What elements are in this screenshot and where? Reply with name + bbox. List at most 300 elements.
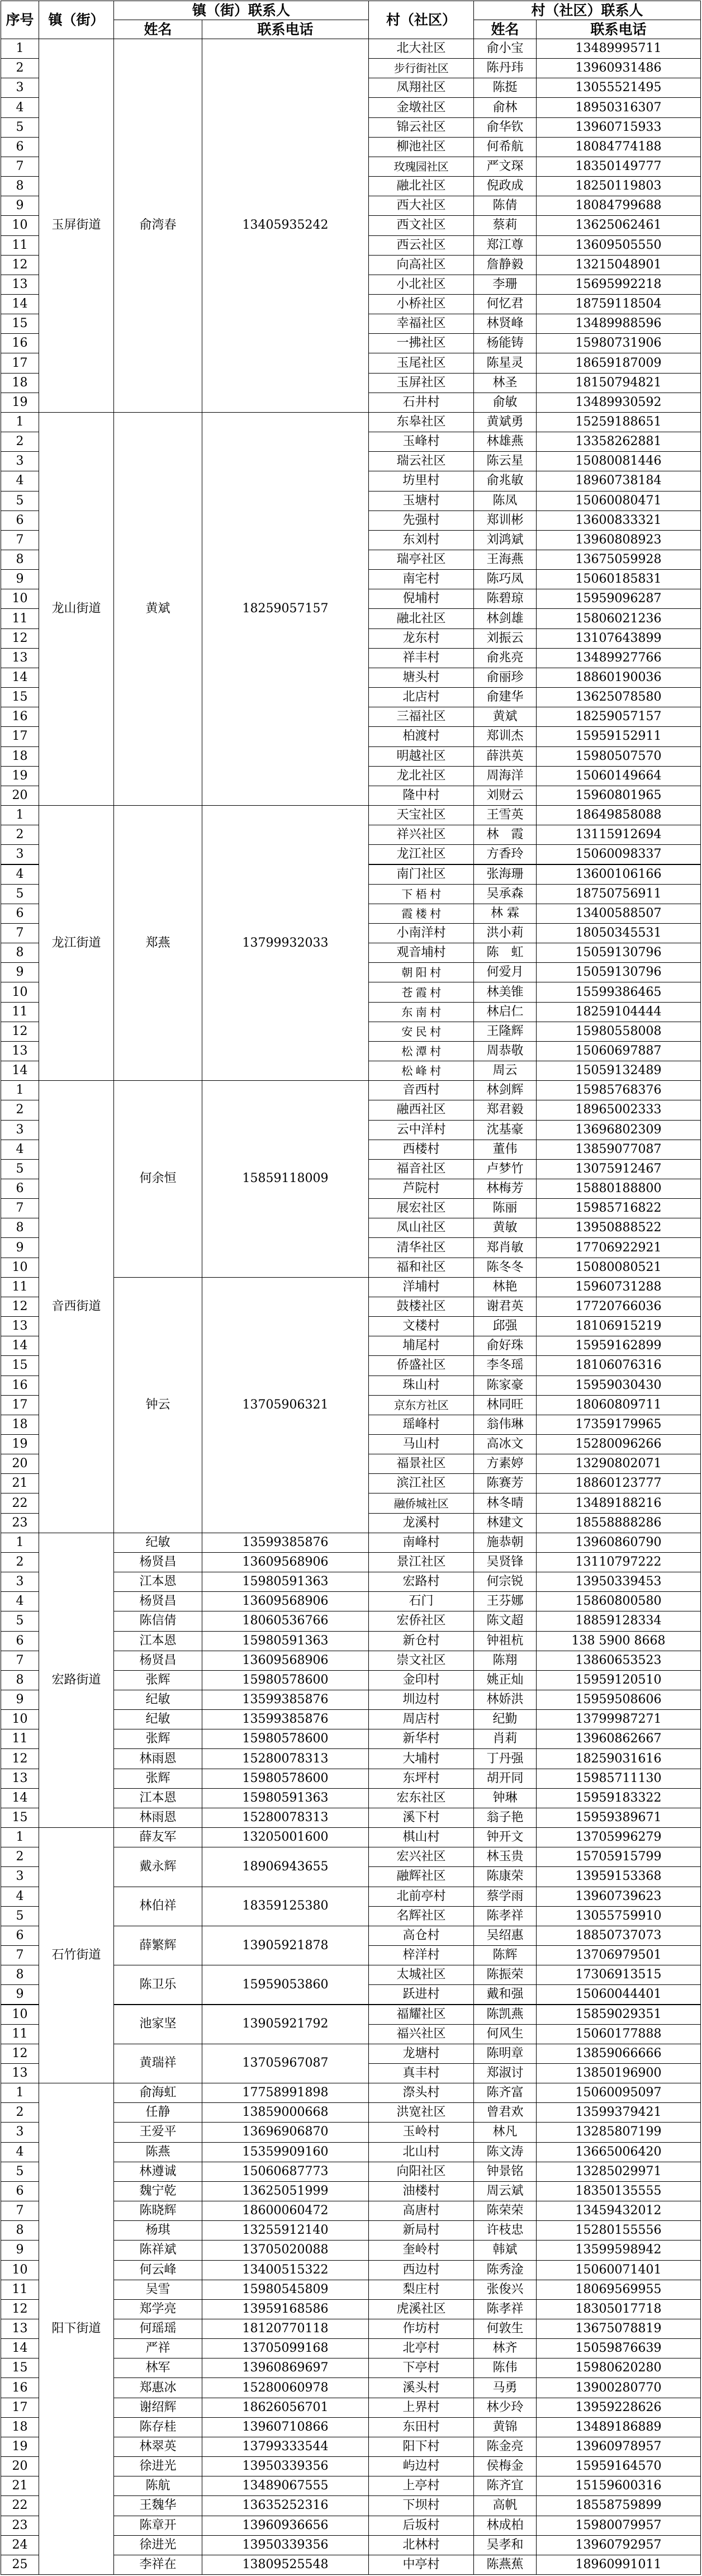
village-contact-phone: 18106915219	[536, 1316, 701, 1336]
village-contact-name: 李冬瑶	[473, 1355, 537, 1376]
seq-number: 17	[1, 726, 39, 746]
village-contact-phone: 15860800580	[536, 1591, 701, 1611]
village-contact-phone: 18050345531	[536, 923, 701, 943]
village-name: 融北社区	[368, 608, 474, 628]
town-contact-name: 林翠英	[113, 2437, 202, 2457]
village-name: 步行街社区	[368, 58, 474, 78]
village-contact-phone: 13110797222	[536, 1552, 701, 1572]
village-contact-name: 林同旺	[473, 1395, 537, 1415]
seq-number: 6	[1, 2181, 39, 2201]
village-contact-name: 丁丹强	[473, 1748, 537, 1769]
village-name: 西边村	[368, 2260, 474, 2280]
village-name: 北店村	[368, 687, 474, 707]
village-contact-name: 郑江尊	[473, 235, 537, 256]
village-name: 西云社区	[368, 235, 474, 256]
village-contact-name: 何宗锐	[473, 1572, 537, 1592]
village-contact-name: 刘鸿斌	[473, 530, 537, 550]
town-contact-phone: 13799333544	[202, 2437, 369, 2457]
village-name: 塘头村	[368, 668, 474, 688]
village-name: 大埔村	[368, 1748, 474, 1769]
village-name: 虎溪社区	[368, 2299, 474, 2319]
village-contact-name: 施恭朝	[473, 1533, 537, 1553]
village-name: 宏侨社区	[368, 1611, 474, 1631]
town-contact-phone: 15980591363	[202, 1572, 369, 1592]
town-contact-name: 戴永辉	[113, 1847, 202, 1887]
village-contact-phone: 17720766036	[536, 1297, 701, 1317]
seq-number: 13	[1, 2063, 39, 2083]
village-contact-phone: 13285029971	[536, 2162, 701, 2182]
seq-number: 22	[1, 2495, 39, 2516]
village-contact-phone: 15959096287	[536, 589, 701, 609]
village-contact-name: 李珊	[473, 275, 537, 295]
village-contact-name: 洪小莉	[473, 923, 537, 943]
village-contact-name: 郑训杰	[473, 726, 537, 746]
seq-number: 8	[1, 176, 39, 196]
village-name: 清华社区	[368, 1237, 474, 1258]
village-name: 真丰村	[368, 2063, 474, 2083]
town-contact-phone: 13905921792	[202, 2005, 369, 2044]
village-contact-phone: 13960978957	[536, 2437, 701, 2457]
village-contact-phone: 13400588507	[536, 904, 701, 924]
header-village-contact-phone: 联系电话	[536, 20, 701, 39]
seq-number: 4	[1, 2142, 39, 2162]
seq-number: 10	[1, 2260, 39, 2280]
village-contact-phone: 18558759899	[536, 2495, 701, 2516]
town-contact-name: 纪敏	[113, 1709, 202, 1729]
seq-number: 16	[1, 1376, 39, 1396]
village-name: 福音社区	[368, 1159, 474, 1179]
village-contact-phone: 15060098337	[536, 844, 701, 864]
village-name: 展宏社区	[368, 1198, 474, 1218]
village-contact-name: 蔡莉	[473, 215, 537, 235]
village-contact-name: 黄斌	[473, 707, 537, 727]
village-name: 奎岭村	[368, 2240, 474, 2260]
village-name: 龙北社区	[368, 766, 474, 786]
village-contact-phone: 13959228626	[536, 2398, 701, 2418]
village-contact-name: 林梅芳	[473, 1179, 537, 1199]
village-name: 霞 楼 村	[368, 904, 474, 924]
town-contact-name: 王爱平	[113, 2122, 202, 2142]
town-contact-name: 魏宁乾	[113, 2181, 202, 2201]
seq-number: 1	[1, 1827, 39, 1847]
village-name: 周店村	[368, 1709, 474, 1729]
seq-number: 17	[1, 2398, 39, 2418]
village-contact-name: 林玉贵	[473, 1847, 537, 1867]
seq-number: 24	[1, 2535, 39, 2555]
town-contact-phone: 18600060472	[202, 2201, 369, 2221]
town-contact-phone: 13705906321	[202, 1277, 369, 1533]
seq-number: 6	[1, 904, 39, 924]
village-contact-phone: 13665006420	[536, 2142, 701, 2162]
village-contact-phone: 15806021236	[536, 608, 701, 628]
village-contact-phone: 15059130796	[536, 962, 701, 982]
town-contact-phone: 18359125380	[202, 1887, 369, 1926]
village-contact-phone: 13900280770	[536, 2378, 701, 2398]
town-contact-phone: 13950339356	[202, 2535, 369, 2555]
village-contact-phone: 13290802071	[536, 1454, 701, 1474]
seq-number: 15	[1, 687, 39, 707]
village-contact-phone: 13489930592	[536, 393, 701, 413]
town-contact-phone: 13609568906	[202, 1552, 369, 1572]
village-contact-phone: 18860190036	[536, 668, 701, 688]
village-contact-phone: 15980079957	[536, 2516, 701, 2536]
town-contact-phone: 15280078313	[202, 1808, 369, 1828]
village-name: 向阳社区	[368, 2162, 474, 2182]
seq-number: 7	[1, 1945, 39, 1965]
village-contact-name: 翁子艳	[473, 1808, 537, 1828]
town-contact-phone: 18120770118	[202, 2319, 369, 2339]
village-contact-name: 王雪英	[473, 805, 537, 825]
village-contact-phone: 18965002333	[536, 1100, 701, 1120]
village-contact-phone: 13489188216	[536, 1493, 701, 1513]
village-name: 隆中村	[368, 786, 474, 806]
village-contact-phone: 13859066666	[536, 2044, 701, 2064]
town-contact-name: 江本恩	[113, 1788, 202, 1808]
town-contact-phone: 13705967087	[202, 2044, 369, 2083]
seq-number: 5	[1, 491, 39, 511]
seq-number: 13	[1, 648, 39, 668]
village-contact-phone: 15080081446	[536, 451, 701, 471]
village-contact-phone: 15599386465	[536, 982, 701, 1002]
town-contact-phone: 13905921878	[202, 1926, 369, 1965]
village-name: 埔尾村	[368, 1336, 474, 1356]
town-name: 龙山街道	[39, 412, 114, 806]
village-name: 福耀社区	[368, 2005, 474, 2025]
seq-number: 3	[1, 451, 39, 471]
seq-number: 12	[1, 1297, 39, 1317]
village-contact-phone: 15980558008	[536, 1022, 701, 1042]
town-contact-phone: 13599385876	[202, 1709, 369, 1729]
village-contact-name: 王海燕	[473, 550, 537, 570]
village-name: 金印村	[368, 1670, 474, 1690]
village-contact-name: 蔡学雨	[473, 1887, 537, 1907]
village-name: 漈头村	[368, 2083, 474, 2103]
village-contact-name: 刘财云	[473, 786, 537, 806]
village-contact-phone: 13625062461	[536, 215, 701, 235]
village-name: 高唐村	[368, 2201, 474, 2221]
village-name: 融北社区	[368, 176, 474, 196]
village-contact-name: 俞华钦	[473, 117, 537, 138]
seq-number: 19	[1, 393, 39, 413]
village-name: 名辉社区	[368, 1906, 474, 1926]
seq-number: 13	[1, 275, 39, 295]
seq-number: 16	[1, 2378, 39, 2398]
village-contact-name: 陈 虹	[473, 943, 537, 963]
seq-number: 14	[1, 1788, 39, 1808]
village-contact-phone: 13960860790	[536, 1533, 701, 1553]
village-contact-name: 戴和强	[473, 1984, 537, 2005]
village-contact-phone: 13285807199	[536, 2122, 701, 2142]
village-contact-phone: 13489988596	[536, 314, 701, 334]
seq-number: 13	[1, 1041, 39, 1061]
village-name: 新华村	[368, 1729, 474, 1749]
village-contact-phone: 18350135555	[536, 2181, 701, 2201]
village-contact-phone: 18060809711	[536, 1395, 701, 1415]
village-contact-phone: 13107643899	[536, 628, 701, 649]
village-contact-phone: 18850737073	[536, 1926, 701, 1946]
village-contact-name: 肖莉	[473, 1729, 537, 1749]
town-contact-phone: 17758991898	[202, 2083, 369, 2103]
seq-number: 7	[1, 2201, 39, 2221]
village-contact-name: 翁伟琳	[473, 1415, 537, 1435]
town-contact-name: 薛繁辉	[113, 1926, 202, 1965]
village-contact-name: 陈明章	[473, 2044, 537, 2064]
village-name: 福兴社区	[368, 2024, 474, 2044]
village-contact-name: 陈荣荣	[473, 2201, 537, 2221]
village-contact-name: 钟开文	[473, 1827, 537, 1847]
village-name: 溪头村	[368, 2378, 474, 2398]
village-contact-name: 高帆	[473, 2495, 537, 2516]
village-contact-name: 卢梦竹	[473, 1159, 537, 1179]
village-name: 圳边村	[368, 1690, 474, 1710]
seq-number: 2	[1, 1552, 39, 1572]
town-contact-name: 任静	[113, 2102, 202, 2123]
village-name: 融侨城社区	[368, 1493, 474, 1513]
seq-number: 20	[1, 786, 39, 806]
village-contact-name: 严文琛	[473, 157, 537, 177]
village-contact-phone: 15060095097	[536, 2083, 701, 2103]
village-contact-name: 林建文	[473, 1513, 537, 1533]
village-contact-name: 陈赛芳	[473, 1473, 537, 1493]
village-name: 一拂社区	[368, 333, 474, 353]
seq-number: 19	[1, 2437, 39, 2457]
village-contact-phone: 18250119803	[536, 176, 701, 196]
town-contact-phone: 15980545809	[202, 2280, 369, 2300]
village-name: 中亭村	[368, 2555, 474, 2575]
village-name: 瑶峰村	[368, 1415, 474, 1435]
village-contact-name: 何忆君	[473, 294, 537, 314]
village-contact-name: 陈振荣	[473, 1965, 537, 1985]
village-contact-name: 林娇洪	[473, 1690, 537, 1710]
seq-number: 16	[1, 707, 39, 727]
village-contact-phone: 13115912694	[536, 825, 701, 845]
village-contact-name: 陈凯燕	[473, 2005, 537, 2025]
village-name: 福景社区	[368, 1454, 474, 1474]
town-contact-phone: 18906943655	[202, 1847, 369, 1887]
village-contact-phone: 13799987271	[536, 1709, 701, 1729]
town-contact-phone: 15980591363	[202, 1788, 369, 1808]
village-name: 松 峰 村	[368, 1061, 474, 1081]
seq-number: 5	[1, 117, 39, 138]
village-contact-name: 詹静毅	[473, 255, 537, 275]
seq-number: 4	[1, 1887, 39, 1907]
village-contact-name: 杨能铸	[473, 333, 537, 353]
village-name: 龙溪村	[368, 1513, 474, 1533]
seq-number: 12	[1, 2299, 39, 2319]
village-name: 梨庄村	[368, 2280, 474, 2300]
village-contact-name: 林贤峰	[473, 314, 537, 334]
town-contact-phone: 13625051999	[202, 2181, 369, 2201]
village-contact-phone: 15159600316	[536, 2476, 701, 2496]
village-name: 东刘村	[368, 530, 474, 550]
town-contact-phone: 13959168586	[202, 2299, 369, 2319]
town-contact-name: 杨贤昌	[113, 1552, 202, 1572]
village-name: 坊里村	[368, 471, 474, 491]
seq-number: 14	[1, 1061, 39, 1081]
village-contact-name: 林成柏	[473, 2516, 537, 2536]
seq-number: 10	[1, 1709, 39, 1729]
town-contact-name: 郑惠冰	[113, 2378, 202, 2398]
town-contact-name: 郑学亮	[113, 2299, 202, 2319]
village-contact-phone: 13358262881	[536, 432, 701, 452]
town-contact-phone: 13960710866	[202, 2417, 369, 2437]
town-contact-phone: 13809525548	[202, 2555, 369, 2575]
village-contact-name: 陈文超	[473, 1611, 537, 1631]
village-contact-name: 郑肖敏	[473, 1237, 537, 1258]
village-contact-phone: 13675078819	[536, 2319, 701, 2339]
town-contact-name: 徐进光	[113, 2535, 202, 2555]
town-contact-phone: 15280078313	[202, 1748, 369, 1769]
village-name: 洪宽社区	[368, 2102, 474, 2123]
village-contact-phone: 13850196900	[536, 2063, 701, 2083]
town-contact-name: 杨贤昌	[113, 1591, 202, 1611]
village-name: 龙江社区	[368, 844, 474, 864]
village-contact-phone: 13860653523	[536, 1651, 701, 1671]
village-contact-name: 陈秀淦	[473, 2260, 537, 2280]
seq-number: 9	[1, 569, 39, 589]
village-contact-name: 俞林	[473, 97, 537, 117]
village-contact-phone: 15980507570	[536, 746, 701, 767]
village-name: 下亭村	[368, 2358, 474, 2378]
town-contact-name: 黄斌	[113, 412, 202, 806]
seq-number: 9	[1, 196, 39, 216]
village-contact-phone: 13959153368	[536, 1866, 701, 1887]
seq-number: 15	[1, 1355, 39, 1376]
town-contact-phone: 18060536766	[202, 1611, 369, 1631]
village-contact-name: 陈云星	[473, 451, 537, 471]
village-name: 上界村	[368, 2398, 474, 2418]
village-contact-phone: 17359179965	[536, 1415, 701, 1435]
village-contact-phone: 15960731288	[536, 1277, 701, 1297]
seq-number: 20	[1, 2456, 39, 2476]
village-name: 下 梧 村	[368, 884, 474, 904]
village-name: 文楼村	[368, 1316, 474, 1336]
village-contact-phone: 13055521495	[536, 78, 701, 98]
town-contact-name: 王魏华	[113, 2495, 202, 2516]
village-contact-phone: 15059130796	[536, 943, 701, 963]
village-contact-name: 俞小宝	[473, 39, 537, 59]
village-name: 东皋社区	[368, 412, 474, 432]
seq-number: 8	[1, 1965, 39, 1985]
village-contact-phone: 18859128334	[536, 1611, 701, 1631]
village-contact-phone: 18305017718	[536, 2299, 701, 2319]
town-contact-phone: 13205001600	[202, 1827, 369, 1847]
town-contact-name: 杨琪	[113, 2220, 202, 2241]
village-name: 柏渡村	[368, 726, 474, 746]
village-contact-phone: 18950316307	[536, 97, 701, 117]
village-contact-phone: 15259188651	[536, 412, 701, 432]
town-name: 龙江街道	[39, 805, 114, 1081]
village-contact-phone: 13459432012	[536, 2201, 701, 2221]
town-contact-name: 陈燕	[113, 2142, 202, 2162]
town-name: 阳下街道	[39, 2083, 114, 2575]
town-contact-name: 张辉	[113, 1670, 202, 1690]
seq-number: 8	[1, 1670, 39, 1690]
village-contact-name: 钟琳	[473, 1788, 537, 1808]
town-contact-name: 池家坚	[113, 2005, 202, 2044]
village-name: 南门社区	[368, 864, 474, 885]
town-contact-phone: 15980578600	[202, 1729, 369, 1749]
town-contact-name: 江本恩	[113, 1631, 202, 1651]
seq-number: 10	[1, 589, 39, 609]
village-contact-name: 周云斌	[473, 2181, 537, 2201]
village-contact-phone: 15985711130	[536, 1769, 701, 1789]
seq-number: 5	[1, 2162, 39, 2182]
village-name: 安 民 村	[368, 1022, 474, 1042]
town-contact-phone: 15859118009	[202, 1080, 369, 1278]
town-contact-phone: 15980591363	[202, 1631, 369, 1651]
village-contact-phone: 15060080471	[536, 491, 701, 511]
seq-number: 8	[1, 943, 39, 963]
village-contact-name: 林凡	[473, 2122, 537, 2142]
town-name: 石竹街道	[39, 1827, 114, 2083]
seq-number: 4	[1, 97, 39, 117]
village-contact-phone: 18759118504	[536, 294, 701, 314]
seq-number: 19	[1, 1434, 39, 1454]
village-contact-phone: 138 5900 8668	[536, 1631, 701, 1651]
village-contact-phone: 15960801965	[536, 786, 701, 806]
seq-number: 1	[1, 805, 39, 825]
village-contact-name: 陈星灵	[473, 353, 537, 373]
seq-number: 1	[1, 39, 39, 59]
town-contact-name: 俞海虹	[113, 2083, 202, 2103]
town-contact-name: 陈祥斌	[113, 2240, 202, 2260]
village-contact-phone: 18558888286	[536, 1513, 701, 1533]
village-name: 玉塘村	[368, 491, 474, 511]
seq-number: 7	[1, 530, 39, 550]
village-contact-phone: 15959508606	[536, 1690, 701, 1710]
village-contact-phone: 13675059928	[536, 550, 701, 570]
village-contact-name: 吴承森	[473, 884, 537, 904]
village-contact-phone: 15859029351	[536, 2005, 701, 2025]
village-contact-phone: 13600833321	[536, 511, 701, 531]
village-name: 瑞亭社区	[368, 550, 474, 570]
village-contact-phone: 15060044401	[536, 1984, 701, 2005]
village-contact-phone: 17306913515	[536, 1965, 701, 1985]
town-contact-name: 林军	[113, 2358, 202, 2378]
town-contact-name: 纪敏	[113, 1533, 202, 1553]
village-name: 苍 霞 村	[368, 982, 474, 1002]
village-name: 向高社区	[368, 255, 474, 275]
village-contact-phone: 13950339453	[536, 1572, 701, 1592]
town-name: 音西街道	[39, 1080, 114, 1533]
village-contact-name: 黄斌勇	[473, 412, 537, 432]
seq-number: 9	[1, 2240, 39, 2260]
village-contact-phone: 15959164570	[536, 2456, 701, 2476]
town-contact-name: 吴雪	[113, 2280, 202, 2300]
town-contact-name: 杨贤昌	[113, 1651, 202, 1671]
seq-number: 10	[1, 1258, 39, 1278]
village-name: 龙塘村	[368, 2044, 474, 2064]
town-contact-name: 林遵诚	[113, 2162, 202, 2182]
town-contact-phone: 13405935242	[202, 39, 369, 413]
village-contact-name: 吴贤锋	[473, 1552, 537, 1572]
village-contact-phone: 13705996279	[536, 1827, 701, 1847]
village-name: 玉尾社区	[368, 353, 474, 373]
village-name: 珠山村	[368, 1376, 474, 1396]
header-town: 镇（街）	[39, 1, 114, 39]
village-name: 小桥社区	[368, 294, 474, 314]
town-name: 宏路街道	[39, 1533, 114, 1828]
town-contact-name: 何余恒	[113, 1080, 202, 1278]
seq-number: 5	[1, 1159, 39, 1179]
town-contact-phone: 13705099168	[202, 2338, 369, 2358]
town-contact-phone: 13950339356	[202, 2456, 369, 2476]
village-contact-name: 何风生	[473, 2024, 537, 2044]
village-contact-name: 林冬晴	[473, 1493, 537, 1513]
town-contact-phone: 13960869697	[202, 2358, 369, 2378]
village-contact-phone: 13625078580	[536, 687, 701, 707]
